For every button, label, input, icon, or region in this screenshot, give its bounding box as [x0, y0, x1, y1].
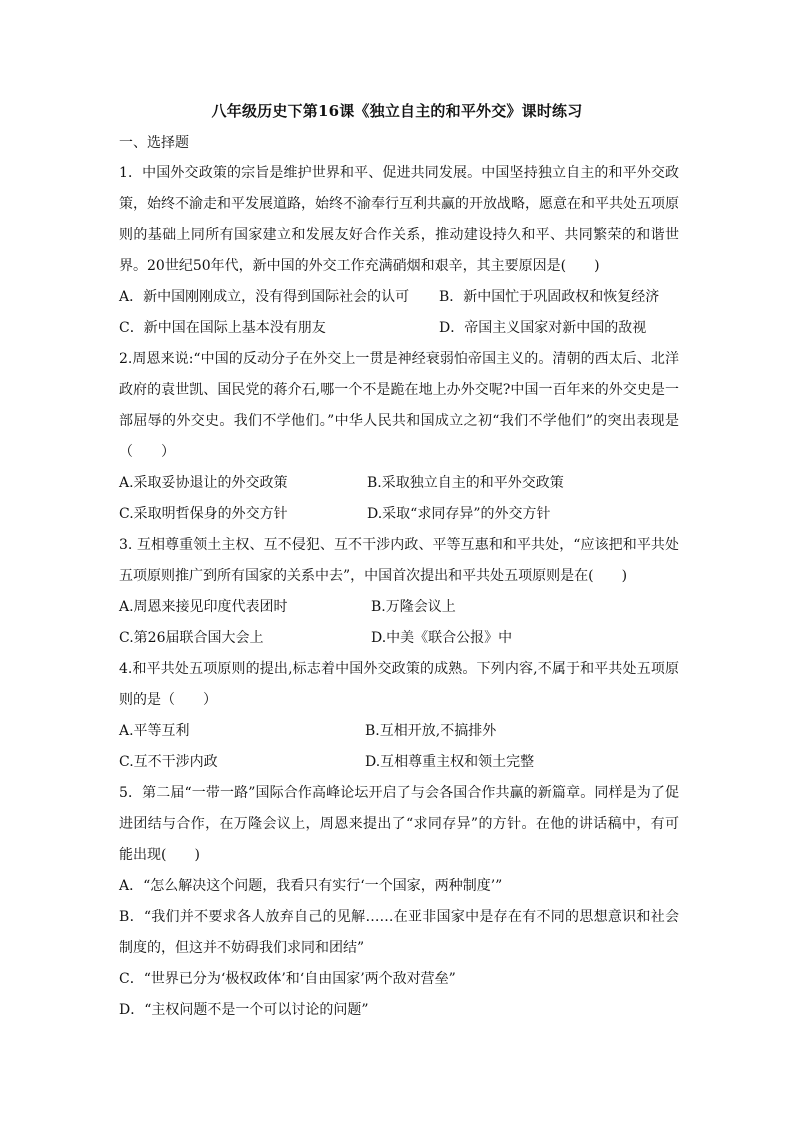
- question-5: [119, 778, 679, 1026]
- question-3: [119, 530, 679, 654]
- options-row: [119, 623, 679, 654]
- question-4: [119, 654, 679, 778]
- options-row: [119, 592, 679, 623]
- question-stem: 2.周恩来说:“中国的反动分子在外交上一贯是神经衰弱怕帝国主义的。清朝的西太后、北洋政府的袁世凯、国民党的蒋介石,哪一个不是跪在地上办外交呢?中国一百年来的外交史是一部屈辱的外交史。我们不学他们。”中华人民共和国成立之初“我们不学他们”的突出表现是（ ）: [119, 351, 679, 460]
- option-d: D．帝国主义国家对新中国的敌视: [439, 320, 647, 336]
- options-row: [119, 313, 679, 344]
- option-a: A．“怎么解决这个问题，我看只有实行‘一个国家，两种制度’”: [119, 878, 503, 894]
- option-c: C.互不干涉内政: [119, 754, 218, 770]
- option-b: B.互相开放,不搞排外: [365, 723, 497, 739]
- question-2: [119, 344, 679, 530]
- options-row: [119, 282, 679, 313]
- option-b: B.采取独立自主的和平外交政策: [367, 475, 564, 491]
- option-a: A．新中国刚刚成立，没有得到国际社会的认可: [119, 289, 410, 305]
- option-c: C.采取明哲保身的外交方针: [119, 506, 288, 522]
- option-a: A.周恩来接见印度代表团时: [119, 599, 288, 615]
- options-row: [119, 716, 679, 747]
- question-stem: 1．中国外交政策的宗旨是维护世界和平、促进共同发展。中国坚持独立自主的和平外交政策，始终不渝走和平发展道路，始终不渝奉行互利共赢的开放战略，愿意在和平共处五项原则的基础上同所有国家建立和发展友好合作关系，推动建设持久和平、共同繁荣的和谐世界。20世纪50年代，新中国的外交工作充满硝烟和艰辛，其主要原因是( ): [119, 165, 679, 274]
- option-d: D.中美《联合公报》中: [371, 630, 513, 646]
- option-b: B．“我们并不要求各人放弃自己的见解……在亚非国家中是存在有不同的思想意识和社会制度的，但这并不妨碍我们求同和团结”: [119, 909, 679, 956]
- option-c: C.第26届联合国大会上: [119, 630, 264, 646]
- option-d: D.互相尊重主权和领土完整: [365, 754, 535, 770]
- page-title: 八年级历史下第16课《独立自主的和平外交》课时练习: [211, 102, 583, 120]
- options-row: [119, 747, 679, 778]
- option-c: C．“世界已分为‘极权政体’和‘自由国家’两个敌对营垒”: [119, 971, 456, 987]
- question-stem: 4.和平共处五项原则的提出,标志着中国外交政策的成熟。下列内容,不属于和平共处五项原则的是（ ）: [119, 661, 679, 708]
- option-d: D．“主权问题不是一个可以讨论的问题”: [119, 1002, 369, 1018]
- option-d: D.采取“求同存异”的外交方针: [367, 506, 551, 522]
- question-stem: 3. 互相尊重领土主权、互不侵犯、互不干涉内政、平等互惠和和平共处，“应该把和平共处五项原则推广到所有国家的关系中去”，中国首次提出和平共处五项原则是在( ): [119, 537, 679, 584]
- option-c: C．新中国在国际上基本没有朋友: [119, 320, 326, 336]
- options-row: [119, 468, 679, 499]
- option-a: A.平等互利: [119, 723, 190, 739]
- question-list: [119, 158, 679, 1026]
- option-b: B．新中国忙于巩固政权和恢复经济: [439, 289, 660, 305]
- option-a: A.采取妥协退让的外交政策: [119, 475, 288, 491]
- question-stem: 5．第二届“一带一路”国际合作高峰论坛开启了与会各国合作共赢的新篇章。同样是为了促进团结与合作，在万隆会议上，周恩来提出了“求同存异”的方针。在他的讲话稿中，有可能出现( ): [119, 785, 679, 863]
- option-b: B.万隆会议上: [371, 599, 456, 615]
- options-row: [119, 499, 679, 530]
- question-1: [119, 158, 679, 344]
- section-heading: 一、选择题: [119, 135, 189, 151]
